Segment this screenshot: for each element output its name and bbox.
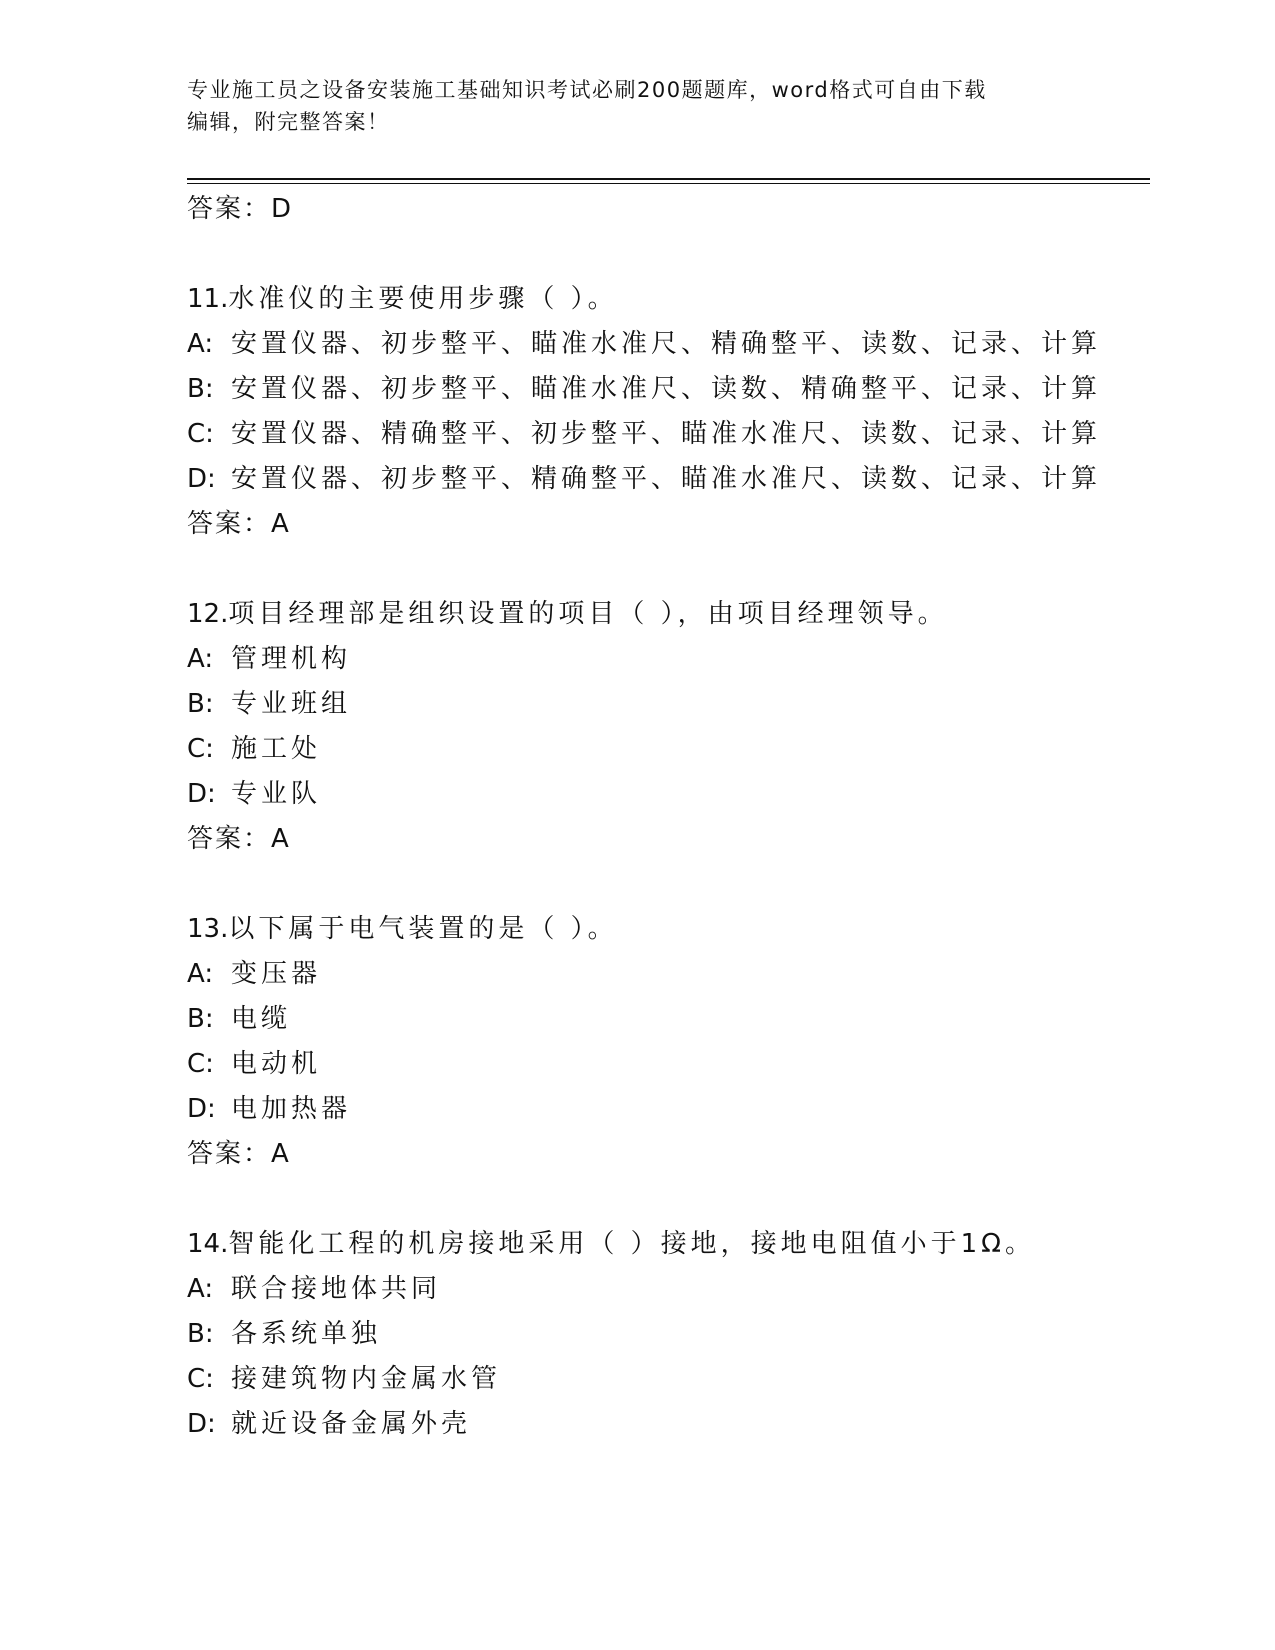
option-a [187,1267,1147,1312]
option-d [187,457,1147,502]
question-text: 以下属于电气装置的是（ ）。 [228,914,618,944]
option-letter: B: [187,1319,214,1349]
option-text: 各系统单独 [231,1319,382,1349]
option-text: 变压器 [231,959,322,989]
option-b [187,367,1147,412]
option-c [187,727,1147,772]
option-text: 专业班组 [231,689,352,719]
option-letter: A: [187,1274,214,1304]
option-text: 专业队 [231,779,322,809]
option-letter: A: [187,329,214,359]
option-b [187,1312,1147,1357]
question-text: 项目经理部是组织设置的项目（ ），由项目经理领导。 [228,599,948,629]
option-text: 接建筑物内金属水管 [231,1364,502,1394]
question-list [187,187,1147,1447]
option-letter: D: [187,1409,216,1439]
question-block [187,277,1147,547]
question-number: 11. [187,284,229,314]
previous-answer: 答案：D [187,194,294,224]
option-letter: C: [187,1049,214,1079]
header-line-2: 编辑，附完整答案！ [187,110,390,134]
option-c [187,1357,1147,1402]
option-letter: C: [187,419,214,449]
question-stem [187,277,1147,322]
option-text: 电缆 [231,1004,292,1034]
question-block [187,592,1147,862]
option-d [187,1087,1147,1132]
option-d [187,1402,1147,1447]
question-block [187,1222,1147,1447]
option-a [187,637,1147,682]
header-rule-thin [187,183,1150,184]
question-stem [187,907,1147,952]
question-text: 智能化工程的机房接地采用（ ）接地，接地电阻值小于1Ω。 [228,1229,1036,1259]
option-text: 电动机 [231,1049,322,1079]
option-letter: C: [187,734,214,764]
option-letter: A: [187,959,214,989]
header-line-1: 专业施工员之设备安装施工基础知识考试必刷200题题库，word格式可自由下载 [187,78,987,102]
question-text: 水准仪的主要使用步骤（ ）。 [228,284,618,314]
question-number: 13. [187,914,229,944]
option-letter: D: [187,464,216,494]
option-text: 施工处 [231,734,322,764]
option-text: 安置仪器、精确整平、初步整平、瞄准水准尺、读数、记录、计算 [231,419,1102,449]
option-letter: C: [187,1364,214,1394]
document-header [187,74,1067,138]
option-letter: B: [187,374,214,404]
option-letter: B: [187,689,214,719]
answer-line: 答案：A [187,1139,291,1169]
option-text: 联合接地体共同 [231,1274,442,1304]
option-letter: B: [187,1004,214,1034]
option-c [187,1042,1147,1087]
option-letter: D: [187,1094,216,1124]
question-number: 12. [187,599,229,629]
question-stem [187,1222,1147,1267]
option-b [187,682,1147,727]
option-text: 就近设备金属外壳 [231,1409,472,1439]
option-text: 电加热器 [231,1094,352,1124]
option-text: 安置仪器、初步整平、瞄准水准尺、读数、精确整平、记录、计算 [231,374,1102,404]
answer-line: 答案：A [187,509,291,539]
option-letter: D: [187,779,216,809]
option-a [187,322,1147,367]
option-c [187,412,1147,457]
question-stem [187,592,1147,637]
option-text: 管理机构 [231,644,352,674]
option-letter: A: [187,644,214,674]
option-d [187,772,1147,817]
question-number: 14. [187,1229,229,1259]
option-a [187,952,1147,997]
option-b [187,997,1147,1042]
option-text: 安置仪器、初步整平、瞄准水准尺、精确整平、读数、记录、计算 [231,329,1102,359]
question-block [187,907,1147,1177]
header-rule-thick [187,178,1150,180]
answer-line: 答案：A [187,824,291,854]
option-text: 安置仪器、初步整平、精确整平、瞄准水准尺、读数、记录、计算 [231,464,1102,494]
